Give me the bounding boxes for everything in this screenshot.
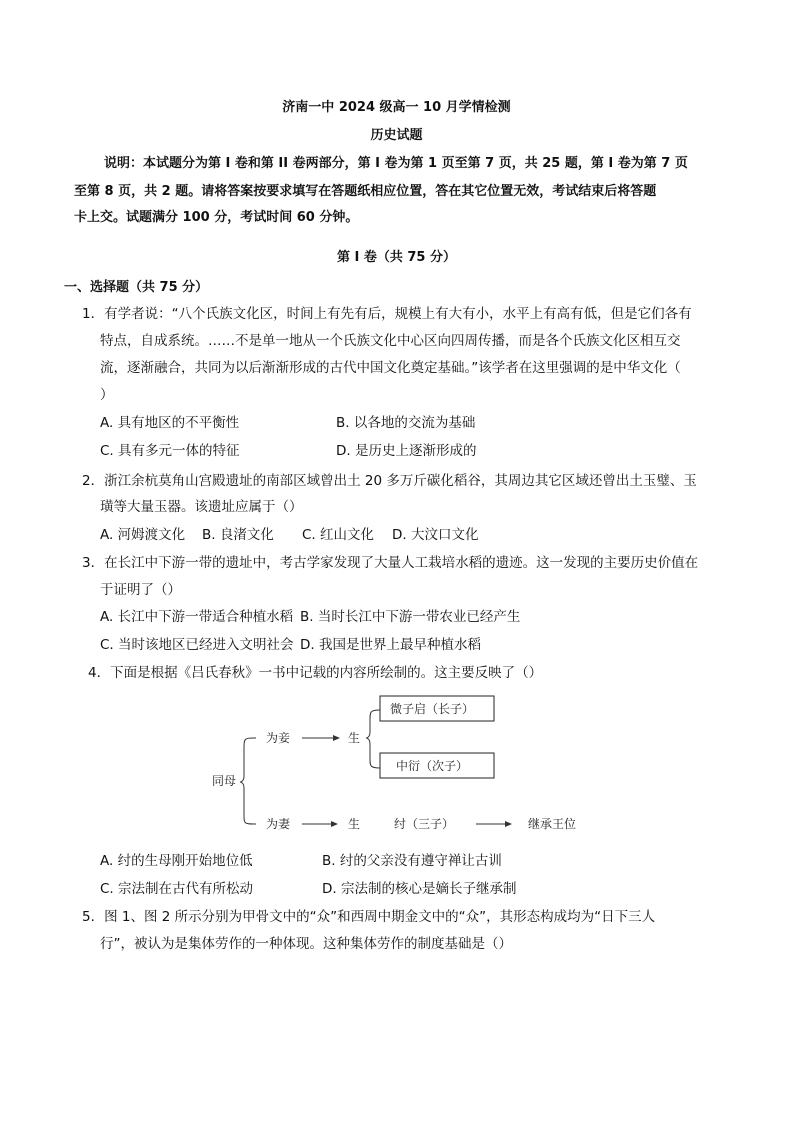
question-line: 1．有学者说：“八个氏族文化区，时间上有先有后，规模上有大有小，水平上有高有低，但是它们各有	[82, 306, 692, 322]
question-line: 璜等大量玉器。该遗址应属于（）	[100, 499, 303, 515]
option-a: A. 河姆渡文化	[100, 527, 186, 543]
question-line: ）	[100, 387, 114, 403]
option-d: D. 宗法制的核心是嫡长子继承制	[322, 881, 517, 897]
exam-title: 济南一中 2024 级高一 10 月学情检测	[282, 100, 511, 115]
upper-arrow-head	[333, 735, 340, 741]
lower-arrow-head	[331, 821, 338, 827]
option-b: B. 当时长江中下游一带农业已经产生	[300, 609, 521, 625]
option-d: D. 我国是世界上最早种植水稻	[300, 637, 481, 653]
option-a: A. 具有地区的不平衡性	[100, 415, 240, 431]
question-line: 行”，被认为是集体劳作的一种体现。这种集体劳作的制度基础是（）	[100, 936, 512, 952]
result-arrow-head	[505, 821, 512, 827]
question-line: 流，逐渐融合，共同为以后渐渐形成的古代中国文化奠定基础。”该学者在这里强调的是中华文化（	[100, 360, 681, 376]
option-a: A. 长江中下游一带适合种植水稻	[100, 609, 294, 625]
lower-birth: 生	[348, 817, 361, 831]
option-b: B. 以各地的交流为基础	[336, 415, 476, 431]
option-b: B. 纣的父亲没有遵守禅让古训	[322, 853, 502, 869]
question-line: 2．浙江余杭莫角山宫殿遗址的南部区域曾出土 20 多万斤碳化稻谷，其周边其它区域还曾出土玉璧、玉	[82, 473, 697, 489]
result-label: 继承王位	[528, 817, 577, 831]
option-d: D. 大汶口文化	[392, 527, 479, 543]
section-title: 第 I 卷（共 75 分）	[336, 250, 457, 265]
box-eldest-son-label: 微子启（长子）	[390, 702, 475, 716]
option-c: C. 当时该地区已经进入文明社会	[100, 637, 294, 653]
question-line: 3．在长江中下游一带的遗址中，考古学家发现了大量人工栽培水稻的遗迹。这一发现的主要历史价值在	[82, 555, 699, 571]
note-line-1: 说明：本试题分为第 I 卷和第 II 卷两部分，第 I 卷为第 1 页至第 7 页，共 25 题，第 I 卷为第 7 页	[104, 156, 688, 171]
upper-brace	[366, 710, 380, 768]
option-c: C. 具有多元一体的特征	[100, 443, 240, 459]
note-line-2: 至第 8 页，共 2 题。请将答案按要求填写在答题纸相应位置，答在其它位置无效，考试结束后将答题	[74, 184, 657, 199]
root-brace	[240, 738, 256, 824]
lineage-diagram	[200, 690, 600, 842]
option-b: B. 良渚文化	[202, 527, 274, 543]
option-c: C. 红山文化	[302, 527, 375, 543]
question-line: 于证明了（）	[100, 582, 181, 598]
option-a: A. 纣的生母刚开始地位低	[100, 853, 253, 869]
question-line: 5．图 1、图 2 所示分别为甲骨文中的“众”和西周中期金文中的“众”，其形态构成均为“日下三人	[82, 909, 656, 925]
diagram-root: 同母	[212, 774, 237, 788]
box-second-son-label: 中衍（次子）	[396, 759, 469, 773]
upper-status: 为妾	[266, 731, 291, 745]
part-title: 一、选择题（共 75 分）	[64, 280, 209, 295]
lower-son: 纣（三子）	[394, 817, 455, 831]
upper-birth: 生	[348, 731, 361, 745]
option-c: C. 宗法制在古代有所松动	[100, 881, 254, 897]
note-line-3: 卡上交。试题满分 100 分，考试时间 60 分钟。	[74, 210, 359, 225]
question-line: 特点，自成系统。……不是单一地从一个氏族文化中心区向四周传播，而是各个氏族文化区相互交	[100, 333, 681, 349]
option-d: D. 是历史上逐渐形成的	[336, 443, 477, 459]
exam-subject: 历史试题	[370, 128, 423, 143]
question-line: 4．下面是根据《吕氏春秋》一书中记载的内容所绘制的。这主要反映了（）	[88, 665, 543, 681]
lower-status: 为妻	[266, 817, 291, 831]
